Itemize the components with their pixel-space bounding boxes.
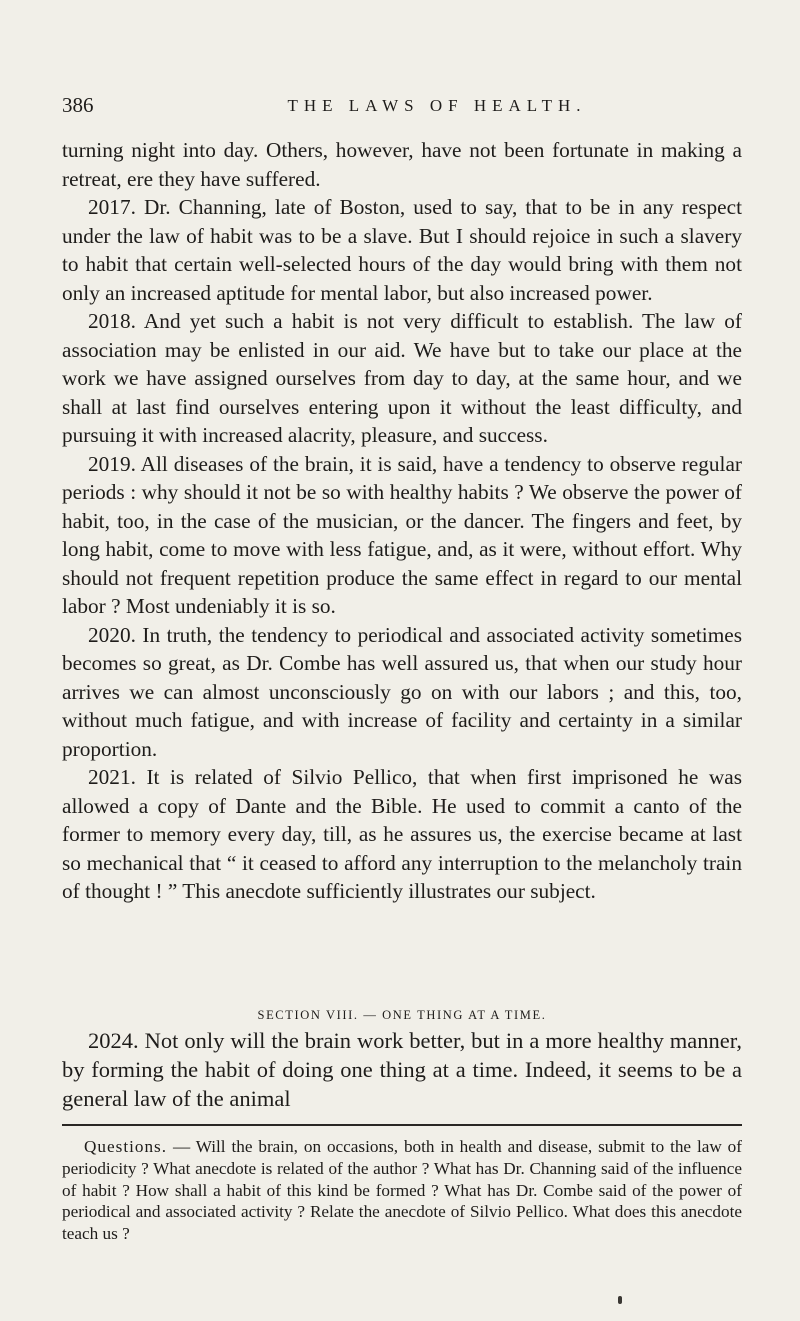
ink-speck: [618, 1296, 622, 1304]
paragraph-2021: 2021. It is related of Silvio Pellico, that when first imprisoned he was allowed a copy of Dante and the Bible. He used to commit a canto of the former to memory every day, till, as he assures us, the exercise became at last so mechanical that “ it ceased to afford any interruption to the melancholy train of thought ! ” This anecdote sufficiently illustrates our subject.: [62, 765, 742, 903]
running-title: THE LAWS OF HEALTH.: [287, 96, 587, 115]
page-header: [62, 92, 742, 122]
main-text: [62, 136, 742, 906]
questions-text: — Will the brain, on occasions, both in health and disease, submit to the law of periodicity ? What anecdote is related of the author ? What has Dr. Channing said of the influence of habit ? How shall a habit of this kind be formed ? What has Dr. Combe said of the power of periodical and associated activity ? Relate the anecdote of Silvio Pellico. What does this anecdote teach us ?: [62, 1137, 742, 1244]
questions-block: [62, 1136, 742, 1245]
questions-label: Questions.: [84, 1137, 168, 1156]
paragraph-2020: 2020. In truth, the tendency to periodical and associated activity sometimes becomes so great, as Dr. Combe has well assured us, that when our study hour arrives we can almost unconsciously go on with our labors ; and this, too, without much fatigue, and with increase of facility and certainty in a similar proportion.: [62, 622, 742, 761]
paragraph-continued: turning night into day. Others, however, have not been fortunate in making a retreat, ere they have suffered.: [62, 138, 742, 191]
paragraph-2019: 2019. All diseases of the brain, it is said, have a tendency to observe regular periods : why should it not be so with healthy habits ? We observe the power of habit, too, in the case of the musician, or the dancer. The fingers and feet, by long habit, come to move with less fatigue, and, as it were, without effort. Why should not frequent repetition produce the same effect in regard to our mental labor ? Most undeniably it is so.: [62, 451, 742, 618]
section-text: [62, 1026, 742, 1113]
paragraph-2017: 2017. Dr. Channing, late of Boston, used to say, that to be in any respect under the law of habit was to be a slave. But I should rejoice in such a slavery to habit that certain well-selected hours of the day would bring with them not only an increased aptitude for mental labor, but also increased power.: [62, 195, 742, 305]
paragraph-2024: 2024. Not only will the brain work better, but in a more healthy manner, by forming the habit of doing one thing at a time. Indeed, it seems to be a general law of the animal: [62, 1028, 742, 1111]
questions-paragraph: [62, 1136, 742, 1245]
paragraph-2018: 2018. And yet such a habit is not very difficult to establish. The law of association may be enlisted in our aid. We have but to take our place at the work we have assigned ourselves from day to day, at the same hour, and we shall at last find ourselves entering upon it without the least difficulty, and pursuing it with increased alacrity, pleasure, and success.: [62, 309, 742, 447]
section-heading: SECTION VIII. — ONE THING AT A TIME.: [257, 1008, 547, 1022]
footnote-divider: [62, 1124, 742, 1126]
page-number: 386: [62, 93, 94, 117]
